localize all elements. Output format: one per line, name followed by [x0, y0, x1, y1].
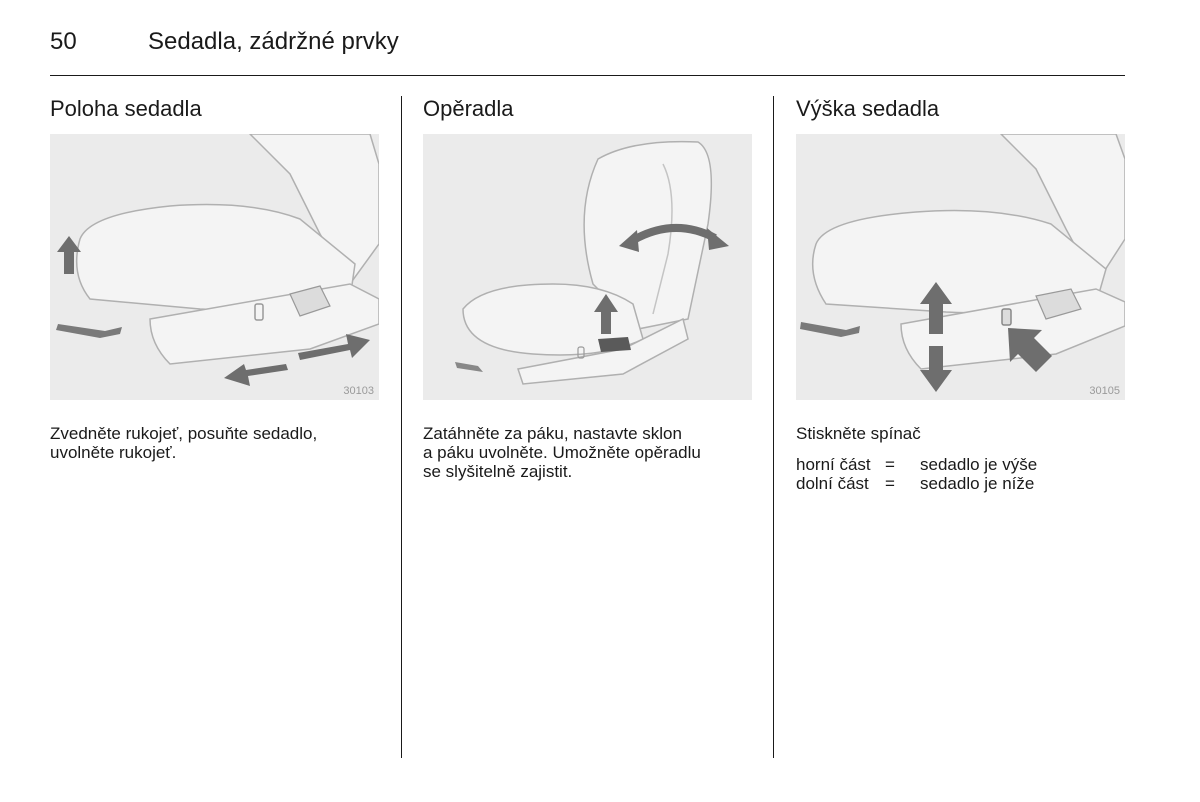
backrest-recline-diagram: [423, 134, 752, 400]
legend-row-lower: [796, 474, 1126, 493]
seat-position-illustration: [50, 134, 379, 400]
legend-row-upper: [796, 455, 1126, 474]
seat-slide-diagram: [50, 134, 379, 400]
section-seat-position: [50, 96, 380, 462]
instruction-text: Zvedněte rukojeť, posuňte sedadlo, uvolněte rukojeť.: [50, 424, 318, 462]
figure-code: 30103: [343, 385, 374, 397]
column-divider-2: [773, 96, 774, 758]
instruction-text: Zatáhněte za páku, nastavte sklon a páku uvolněte. Umožněte opěradlu se slyšitelně zajistit.: [423, 424, 701, 481]
arrow-left-icon: [224, 364, 288, 386]
legend-equals: =: [885, 474, 895, 493]
column-divider-1: [401, 96, 402, 758]
legend-part: horní část: [796, 455, 871, 474]
section-backrest: [423, 96, 753, 481]
section-title: Výška sedadla: [796, 96, 940, 121]
legend-equals: =: [885, 455, 895, 474]
backrest-illustration: [423, 134, 752, 400]
section-title: Poloha sedadla: [50, 96, 202, 121]
legend-part: dolní část: [796, 474, 869, 493]
page-number: 50: [50, 28, 77, 55]
chapter-title: Sedadla, zádržné prvky: [148, 28, 399, 55]
instruction-text: Stiskněte spínač: [796, 424, 921, 443]
seat-height-diagram: [796, 134, 1125, 400]
header-divider: [50, 75, 1125, 76]
section-seat-height: [796, 96, 1126, 493]
legend-meaning: sedadlo je níže: [920, 474, 1035, 493]
figure-code: 30105: [1089, 385, 1120, 397]
legend-meaning: sedadlo je výše: [920, 455, 1038, 474]
seat-height-illustration: [796, 134, 1125, 400]
page-header: [50, 28, 1125, 74]
switch-legend: [796, 455, 1126, 493]
section-title: Opěradla: [423, 96, 514, 121]
